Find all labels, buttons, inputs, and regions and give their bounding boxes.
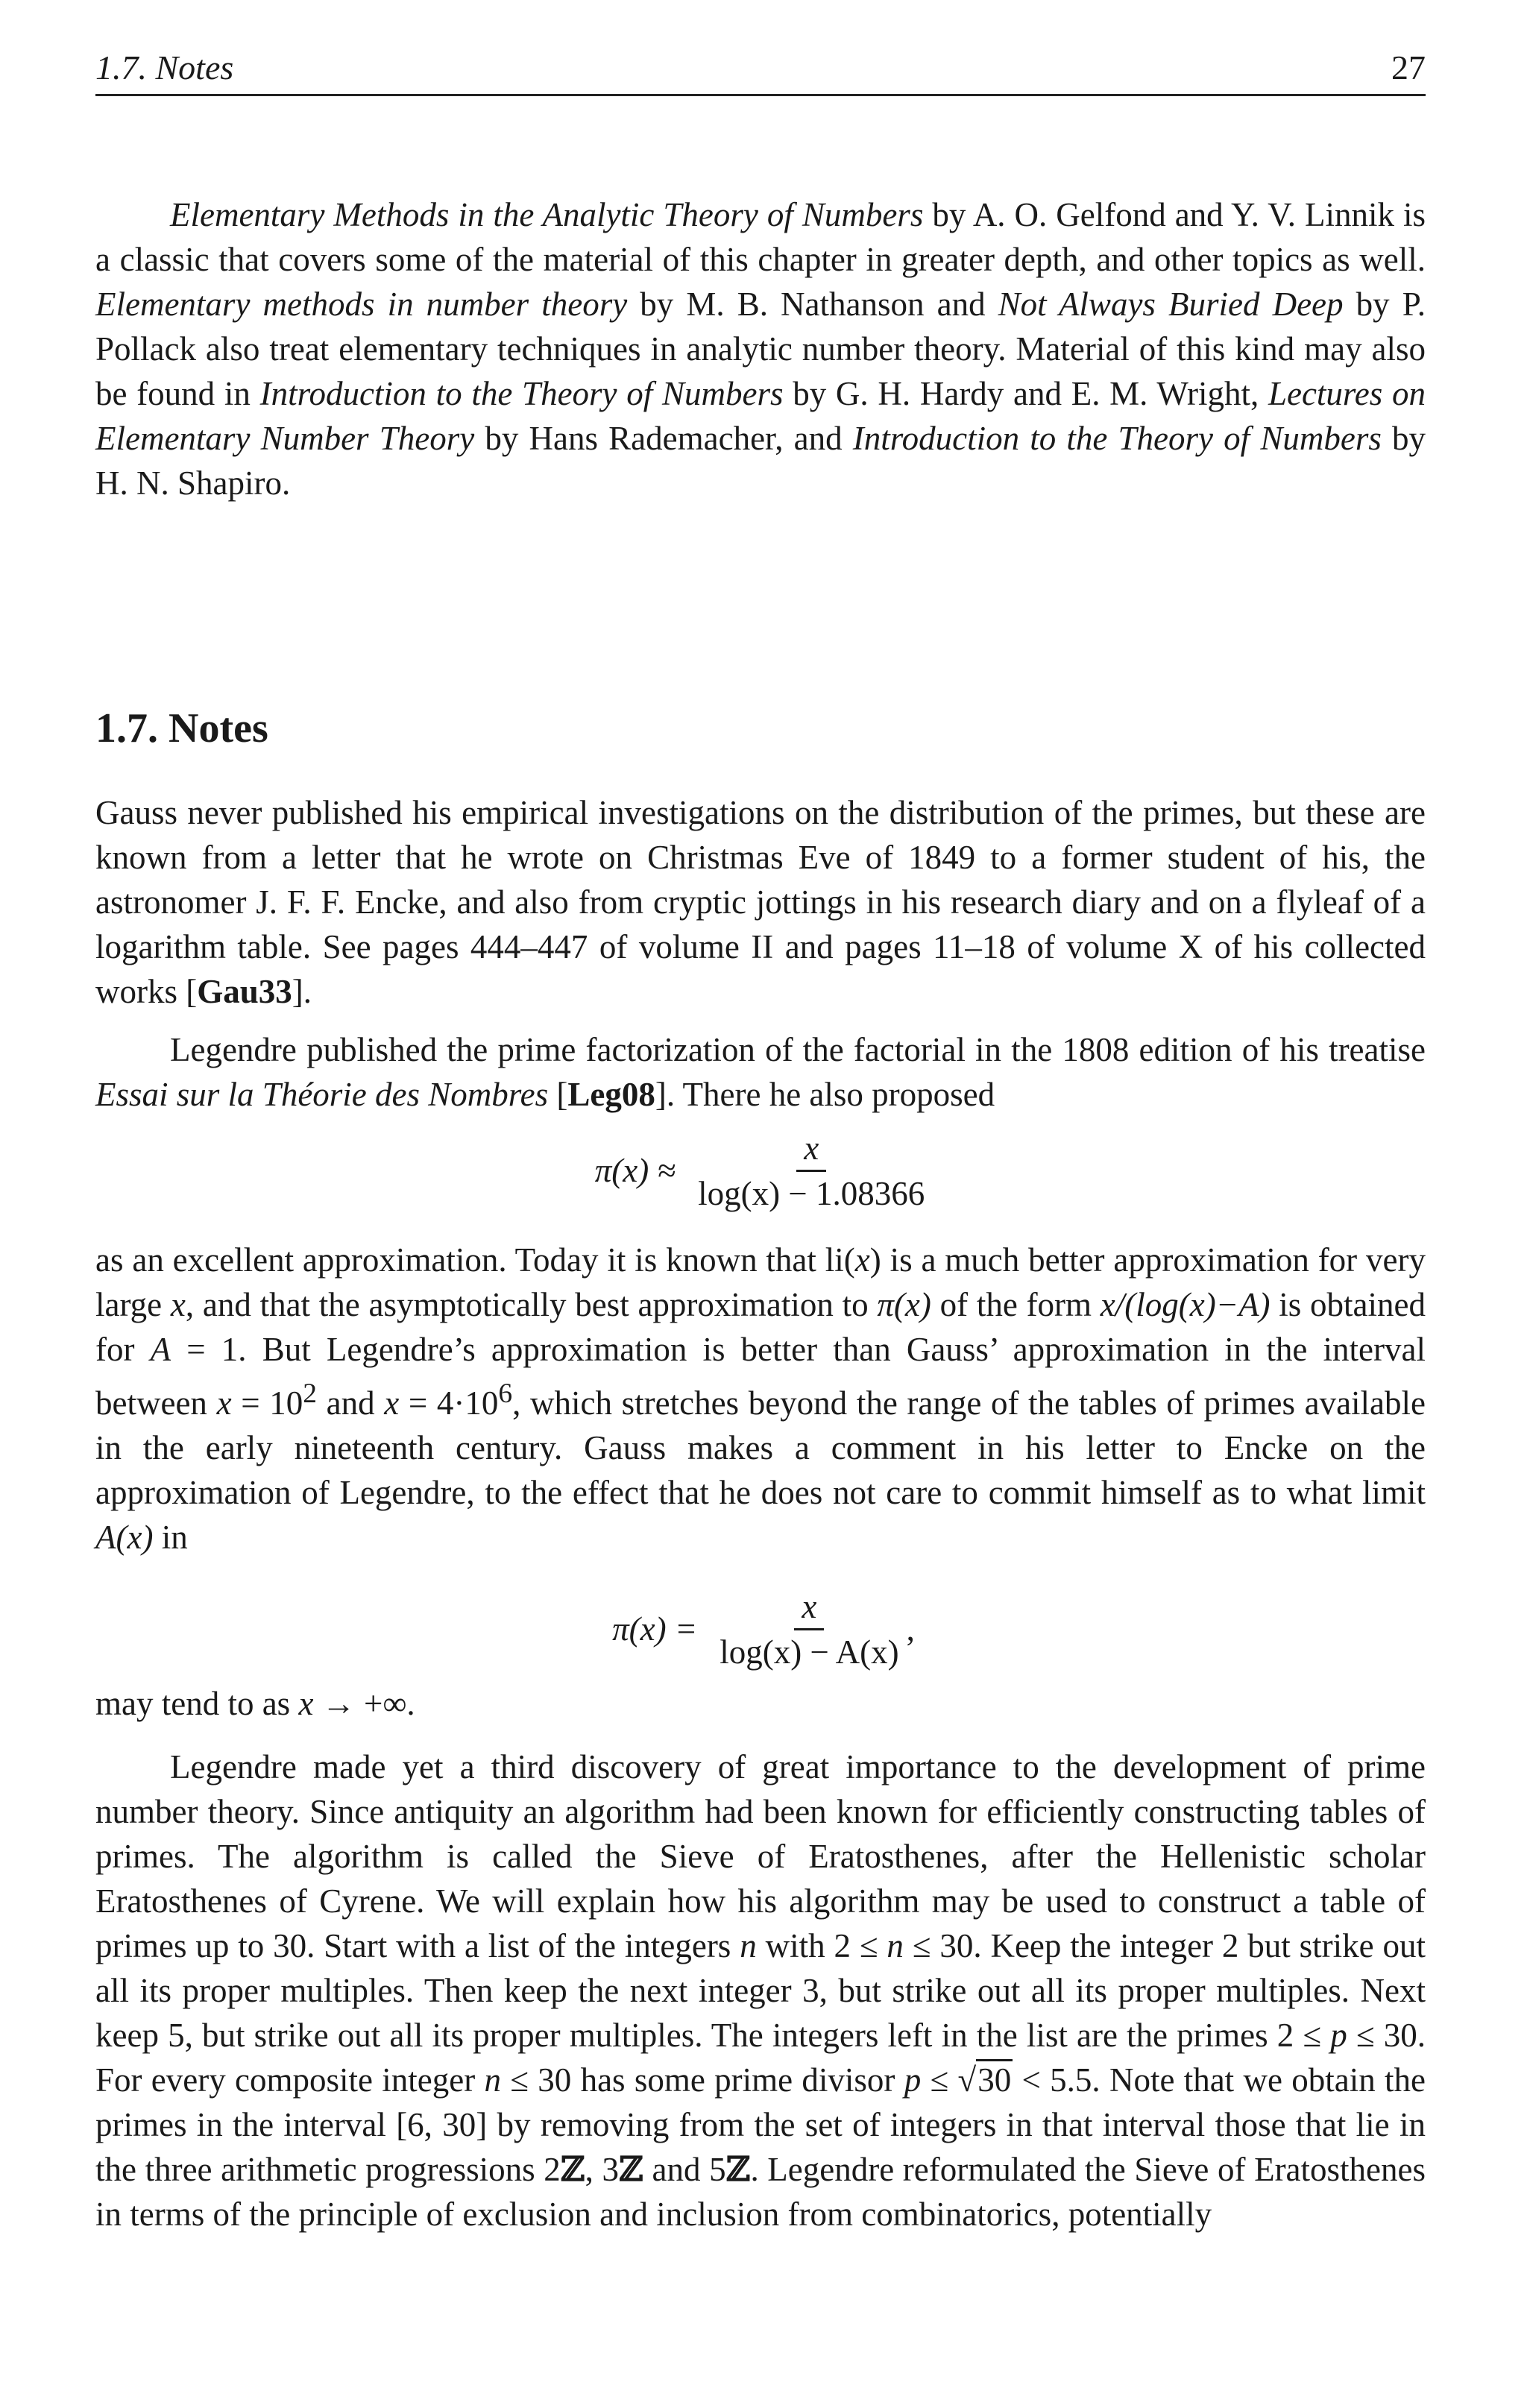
book-title: Introduction to the Theory of Numbers (259, 375, 784, 412)
paragraph-text: by M. B. Nathanson and (627, 286, 998, 323)
running-header (95, 48, 1426, 96)
book-title: Lectures on Elementary Number Theory (95, 375, 1426, 457)
limit-paragraph: may tend to as x → +∞. (95, 1685, 415, 1722)
limit-equation: π(x) = $\frac{x}{\log(x) - A(x)}$ , (0, 1580, 1527, 1677)
paragraph-text: by A. O. Gelfond and Y. V. Linnik is a classic that covers some of the material of this chapter in greater depth, and other topics as well. (95, 196, 1426, 278)
paragraph-text: by G. H. Hardy and E. M. Wright, (783, 375, 1268, 412)
fraction-denominator: log(x) − A(x) (720, 1633, 899, 1671)
paragraph-text: by P. Pollack also treat elementary techniques in analytic number theory. Material of this kind may also be found in (95, 286, 1426, 412)
section-heading: 1.7. Notes (95, 705, 268, 751)
paragraph-text: by H. N. Shapiro. (95, 420, 1426, 502)
further-reading-paragraph (95, 192, 1426, 505)
fraction-numerator: x (794, 1585, 824, 1630)
fraction-denominator: log(x) − 1.08366 (698, 1174, 925, 1212)
book-title: Not Always Buried Deep (998, 286, 1344, 323)
book-title: Introduction to the Theory of Numbers (852, 420, 1382, 457)
paragraph-text: by Hans Rademacher, and (474, 420, 853, 457)
fraction-numerator: x (796, 1126, 826, 1172)
paragraph-text: ]. (292, 973, 312, 1010)
gauss-paragraph (95, 790, 1426, 1014)
equation-lhs: π(x) = (612, 1610, 698, 1648)
page-number: 27 (1391, 48, 1426, 86)
square-root-radicand: 30 (976, 2059, 1013, 2099)
paragraph-text: Gauss never published his empirical investigations on the distribution of the primes, but these are known from a letter that he wrote on Christmas Eve of 1849 to a former student of his, the astronomer J. F. F. Encke, and also from cryptic jottings in his research diary and on a flyleaf of a logarithm table. See pages 444–447 of volume II and pages 11–18 of volume X of his collected works [ (95, 794, 1426, 1010)
sieve-paragraph: Legendre made yet a third discovery of great importance to the development of prime number theory. Since antiquity an algorithm had been known for efficiently constructing tables of primes. The algorithm is called the Sieve of Eratosthenes, after the Hellenistic scholar Eratosthenes of Cyrene. We will explain how his algorithm may be used to construct a table of primes up to 30. Start with a list of the integers n with 2 ≤ n ≤ 30. Keep the integer 2 but strike out all its proper multiples. Then keep the next integer 3, but strike out all its proper multiples. Next keep 5, but strike out all its proper multiples. The integers left in the list are the primes 2 ≤ p ≤ 30. For every composite integer n ≤ 30 has some prime divisor p ≤ √30 < 5.5. Note that we obtain the primes in the interval [6, 30] by removing from the set of integers in that interval those that lie in the three arithmetic progressions 2ℤ, 3ℤ and 5ℤ. Legendre reformulated the Sieve of Eratosthenes in terms of the principle of exclusion and inclusion from combinatorics, potentially (95, 1748, 1426, 2233)
paragraph-text: Legendre published the prime factorization of the factorial in the 1808 edition of his treatise (170, 1031, 1426, 1068)
legendre-paragraph: Legendre published the prime factorization of the factorial in the 1808 edition of his treatise Essai sur la Théorie des Nombres [Leg08]. There he also proposed (95, 1031, 1426, 1113)
legendre-approximation-equation (0, 1118, 1527, 1223)
book-title: Elementary methods in number theory (95, 286, 628, 323)
book-title: Elementary Methods in the Analytic Theory of Numbers (170, 196, 924, 233)
running-header-section: 1.7. Notes (95, 48, 234, 86)
fraction (690, 1126, 932, 1215)
citation-reference[interactable]: Leg08 (567, 1076, 655, 1113)
citation-reference[interactable]: Gau33 (197, 973, 292, 1010)
paragraph-text: ]. There he also proposed (655, 1076, 995, 1113)
treatise-title: Essai sur la Théorie des Nombres (95, 1076, 549, 1113)
approximation-paragraph: as an excellent approximation. Today it is known that li(x) is a much better approximation for very large x, and that the asymptotically best approximation to π(x) of the form x/(log(x)−A) is obtained for A = 1. But Legendre’s approximation is better than Gauss’ approximation in the interval between $x = 10^2$ and $x = 4\cdot 10^6$, which stretches beyond the range of the tables of primes available in the early nineteenth century. Gauss makes a comment in his letter to Encke on the approximation of Legendre, to the effect that he does not care to commit himself as to what limit A(x) in (95, 1241, 1426, 1556)
fraction (712, 1585, 906, 1674)
equation-lhs: π(x) ≈ (594, 1152, 676, 1189)
